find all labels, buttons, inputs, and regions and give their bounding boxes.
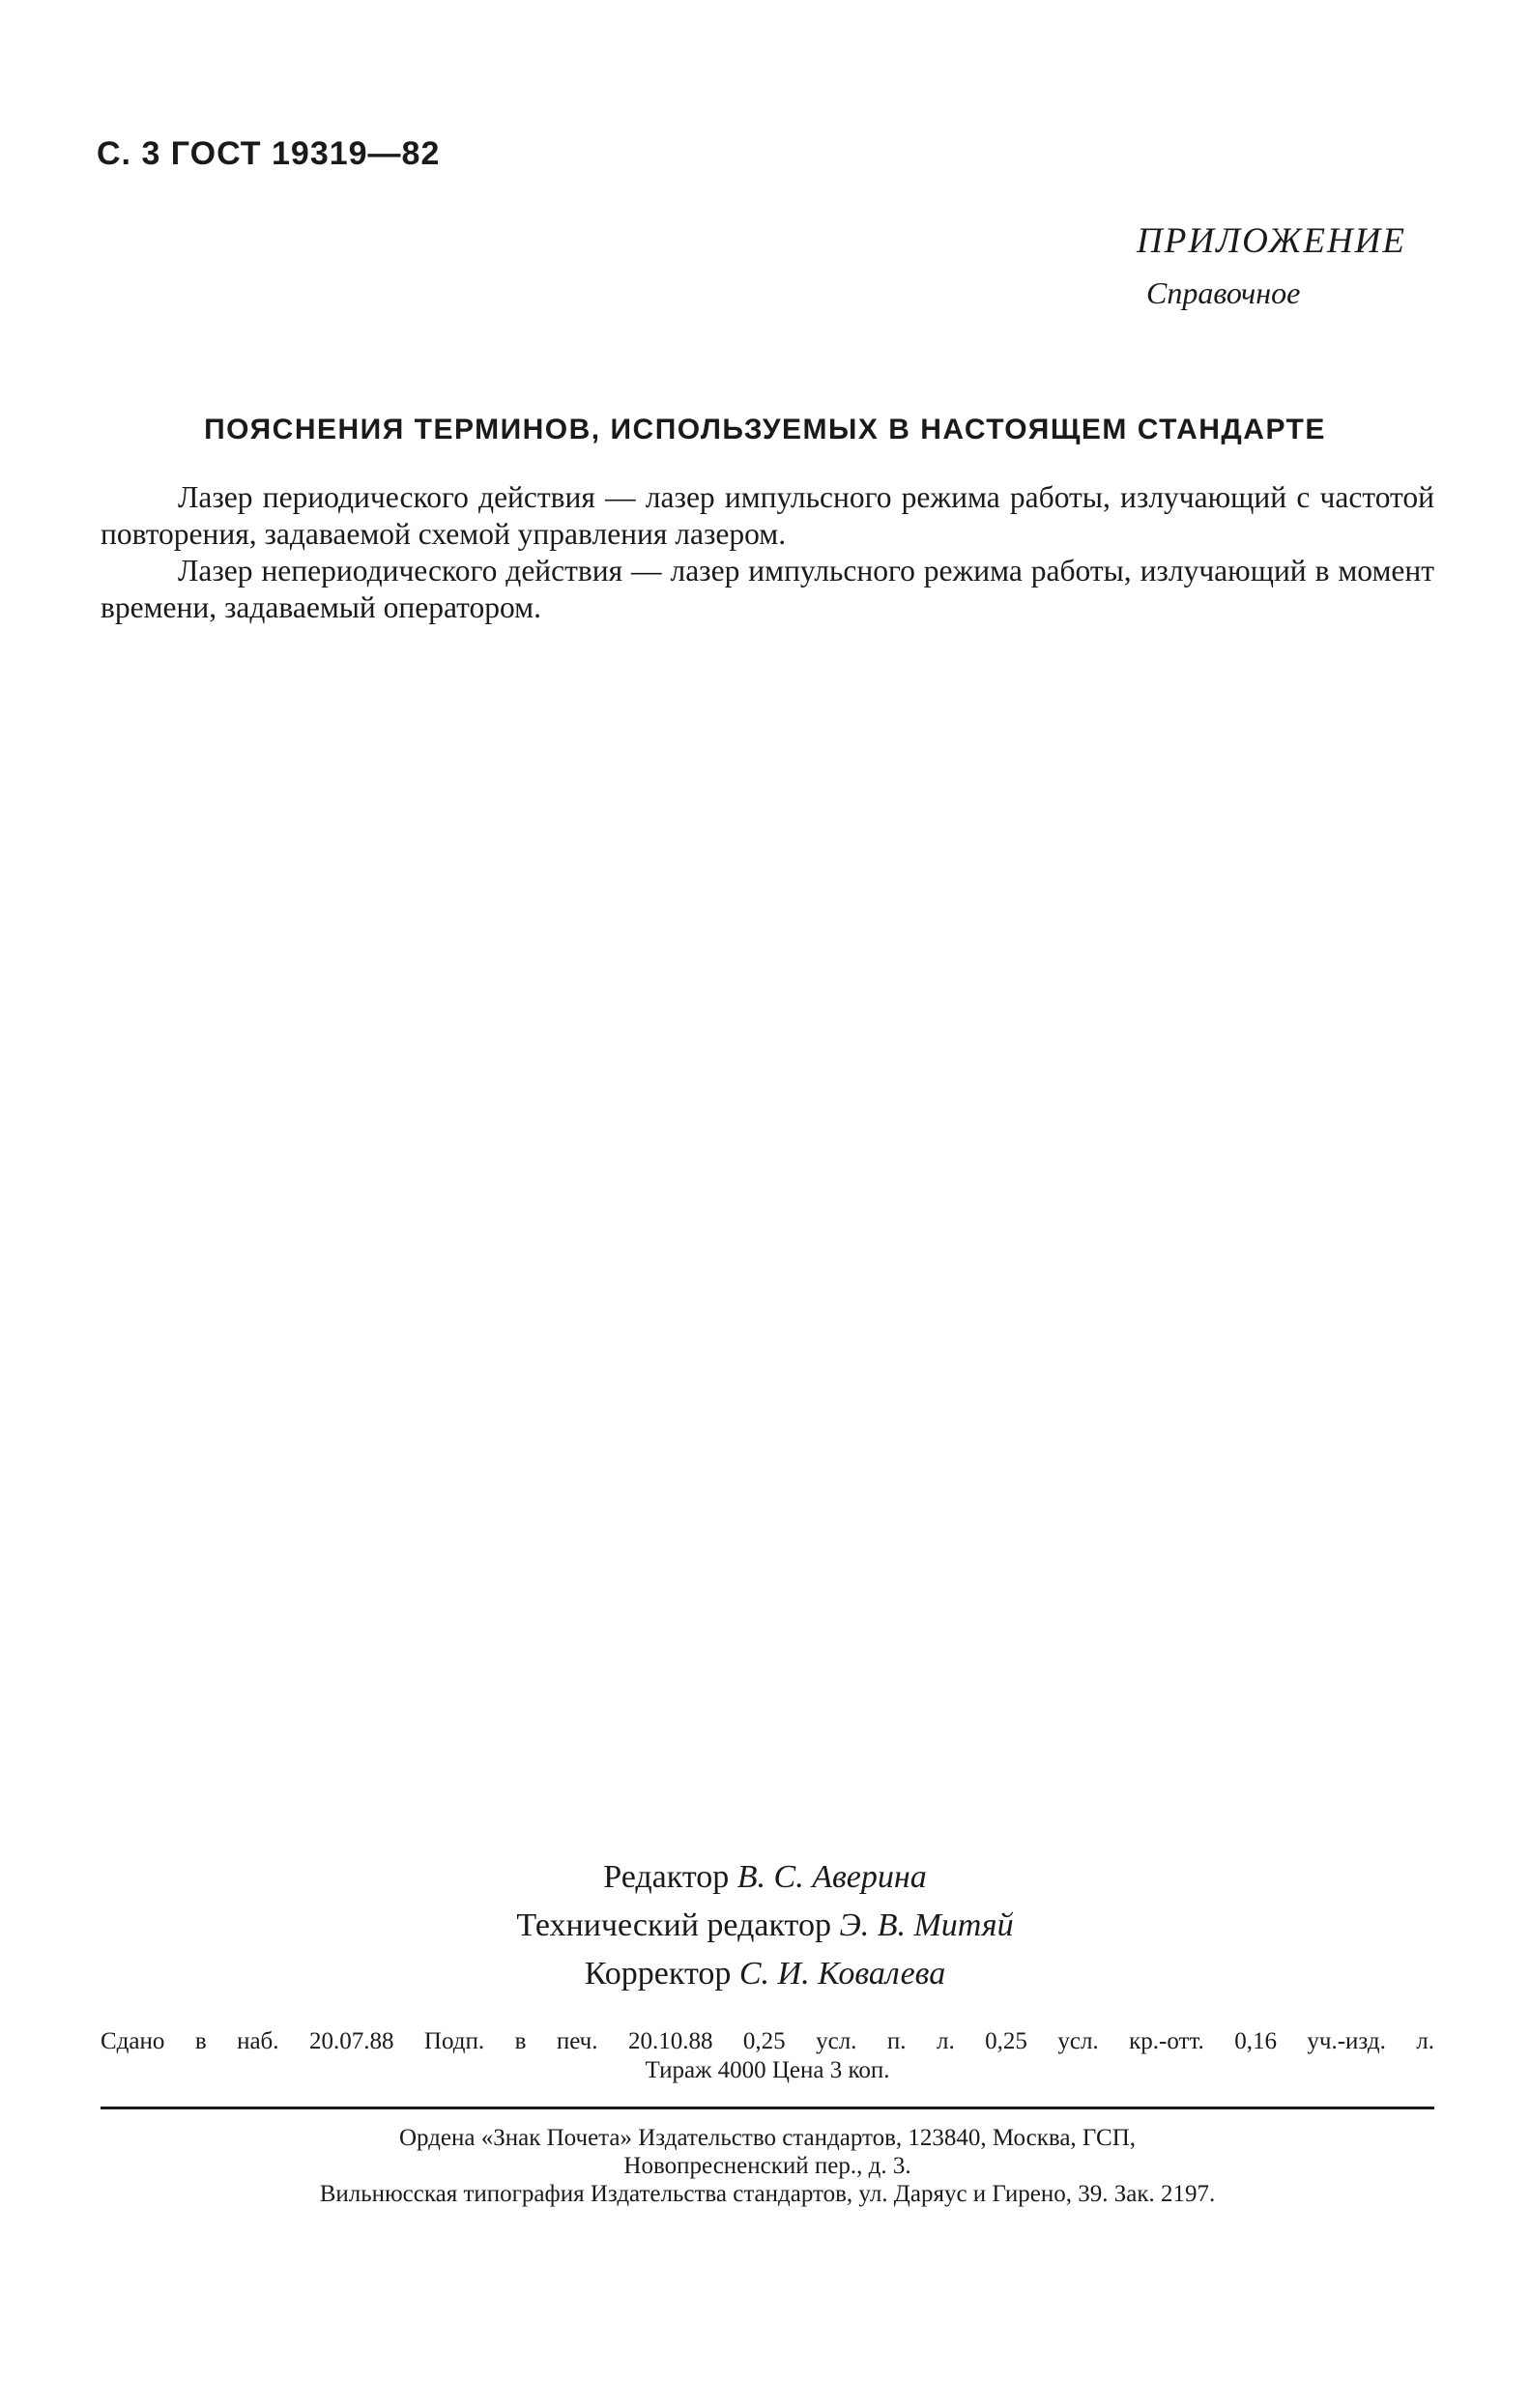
- paragraph: Лазер непериодического действия — лазер импульсного режима работы, излучающий в момент времени, задаваемый оператором.: [101, 554, 1434, 624]
- tech-editor-label: Технический редактор: [516, 1907, 831, 1943]
- paragraph: Лазер периодического действия — лазер импульсного режима работы, излучающий с частотой повторения, задаваемой схемой управления лазером.: [101, 480, 1434, 551]
- appendix-block: [1137, 220, 1406, 311]
- publisher-line: Ордена «Знак Почета» Издательство стандартов, 123840, Москва, ГСП,: [398, 2125, 1137, 2151]
- credits: [0, 1853, 1530, 1998]
- publisher-info: [101, 2124, 1434, 2208]
- editor-line: [0, 1853, 1530, 1902]
- body-text: [101, 479, 1434, 626]
- proofreader-label: Корректор: [584, 1956, 732, 1992]
- publisher-address-line: Новопресненский пер., д. 3.: [623, 2153, 911, 2179]
- editor-label: Редактор: [603, 1859, 730, 1895]
- appendix-title: ПРИЛОЖЕНИЕ: [1137, 221, 1406, 261]
- editor-name: В. С. Аверина: [736, 1859, 927, 1895]
- proofreader-name: С. И. Ковалева: [738, 1956, 946, 1992]
- divider: [101, 2107, 1434, 2109]
- appendix-subtitle: Справочное: [1146, 275, 1301, 310]
- print-info: [101, 2027, 1434, 2085]
- tech-editor-name: Э. В. Митяй: [839, 1907, 1014, 1943]
- proofreader-line: [0, 1950, 1530, 1998]
- tech-editor-line: [0, 1902, 1530, 1950]
- section-heading: ПОЯСНЕНИЯ ТЕРМИНОВ, ИСПОЛЬЗУЕМЫХ В НАСТОЯЩЕМ СТАНДАРТЕ: [204, 414, 1326, 445]
- printer-line: Вильнюсская типография Издательства стандартов, ул. Даряус и Гирено, 39. Зак. 2197.: [319, 2181, 1216, 2207]
- page-header: С. 3 ГОСТ 19319—82: [97, 135, 441, 172]
- circulation-line: Тираж 4000 Цена 3 коп.: [645, 2057, 890, 2083]
- print-info-line: Сдано в наб. 20.07.88 Подп. в печ. 20.10.88 0,25 усл. п. л. 0,25 усл. кр.-отт. 0,16 уч.-изд. л.: [101, 2028, 1434, 2054]
